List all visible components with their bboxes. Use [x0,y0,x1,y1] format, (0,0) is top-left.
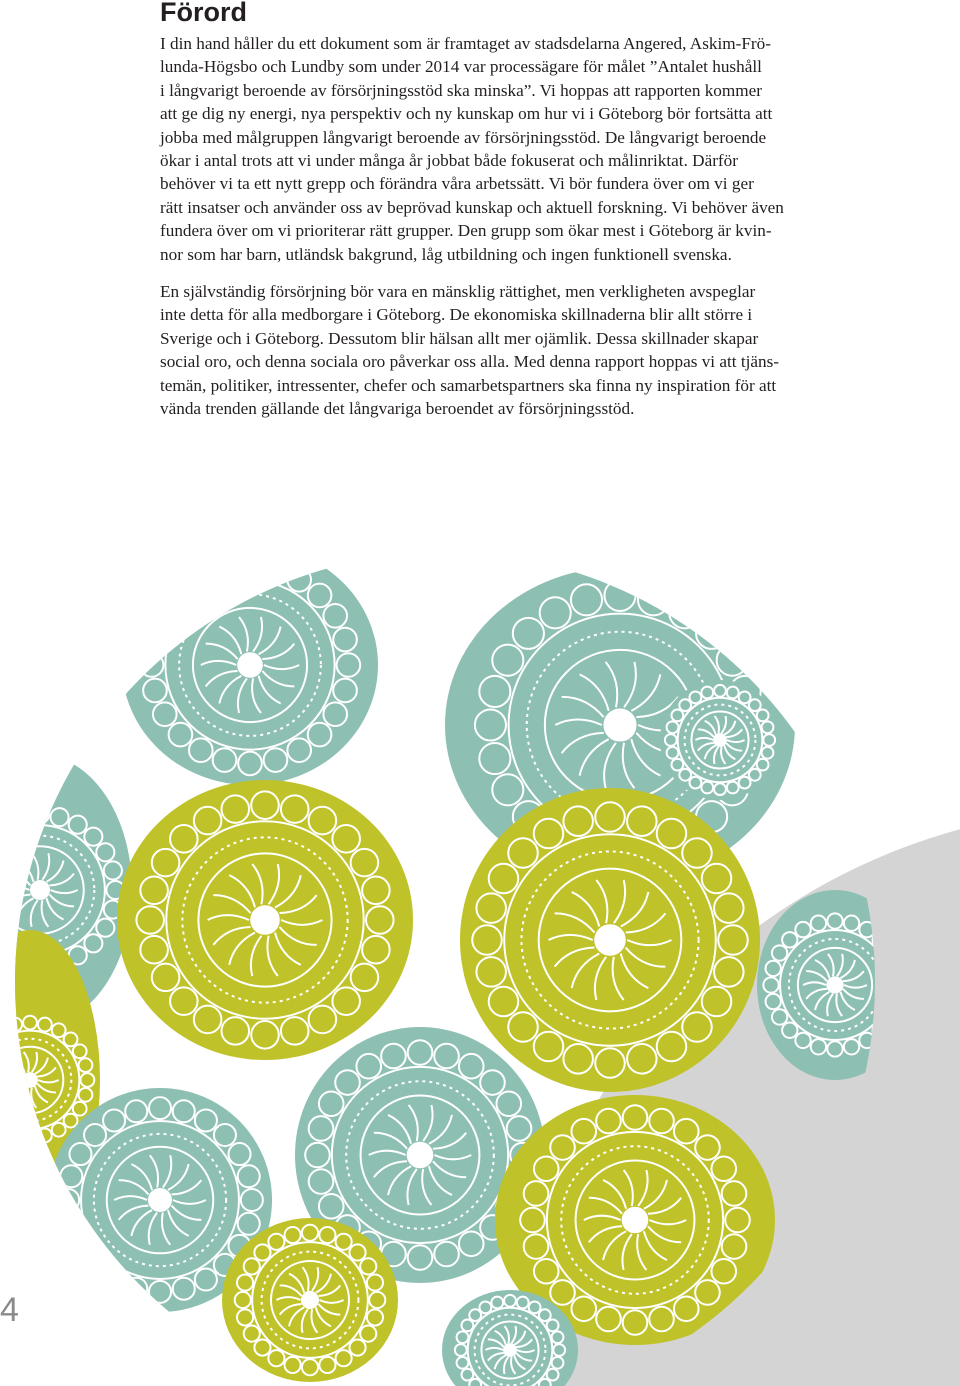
text-line: Sverige och i Göteborg. Dessutom blir hälsan allt mer ojämlik. Dessa skillnader skapar [160,328,759,348]
text-line: lunda-Högsbo och Lundby som under 2014 var processägare för målet ”Antalet hushåll [160,57,762,77]
text-line: social oro, och denna sociala oro påverkar oss alla. Med denna rapport hoppas vi att tjäns- [160,352,780,372]
text-line: i långvarigt beroende av försörjningsstöd ska minska”. Vi hoppas att rapporten kommer [160,80,762,100]
text-line: I din hand håller du ett dokument som är framtaget av stadsdelarna Angered, Askim-Frö- [160,34,771,53]
text-line: rätt insatser och använder oss av beprövad kunskap och aktuell forskning. Vi behöver även [160,197,784,217]
decorative-artwork [0,560,960,1386]
text-line: temän, politiker, intressenter, chefer och samarbetspartners ska finna ny inspiration för att [160,375,777,395]
lime-mandala [117,780,413,1060]
text-line: vända trenden gällande det långvariga beroendet av försörjningsstöd. [160,399,635,419]
text-line: jobba med målgruppen långvarigt beroende av försörjningsstöd. De långvarigt beroende [160,127,767,147]
text-line: att ge dig ny energi, nya perspektiv och ny kunskap om hur vi i Göteborg bör fortsätta att [160,104,773,124]
text-line: fundera över om vi prioriterar rätt grupper. Den grupp som ökar mest i Göteborg är kvin- [160,221,772,241]
mandala-circle-illustration [0,560,960,1386]
text-line: inte detta för alla medborgare i Göteborg. De ekonomiska skillnaderna blir allt större i [160,305,753,325]
text-line: behöver vi ta ett nytt grepp och förändra våra arbetssätt. Vi bör fundera över om vi ger [160,174,754,194]
text-line: ökar i antal trots att vi under många år jobbat både fokuserat och målinriktat. Därför [160,151,738,171]
paragraph-2 [160,280,872,420]
teal-mandala [122,560,378,785]
paragraph-1 [160,32,872,266]
page-title: Förord [160,0,247,27]
text-line: nor som har barn, utländsk bakgrund, låg utbildning och ingen funktionell svenska. [160,244,732,264]
lime-mandala [460,788,760,1092]
lime-mandala [222,1218,398,1382]
text-line: En självständig försörjning bör vara en mänsklig rättighet, men verkligheten avspeglar [160,282,756,302]
page-number: 4 [0,1291,19,1329]
teal-mandala [660,680,780,800]
preface-body [160,32,872,421]
